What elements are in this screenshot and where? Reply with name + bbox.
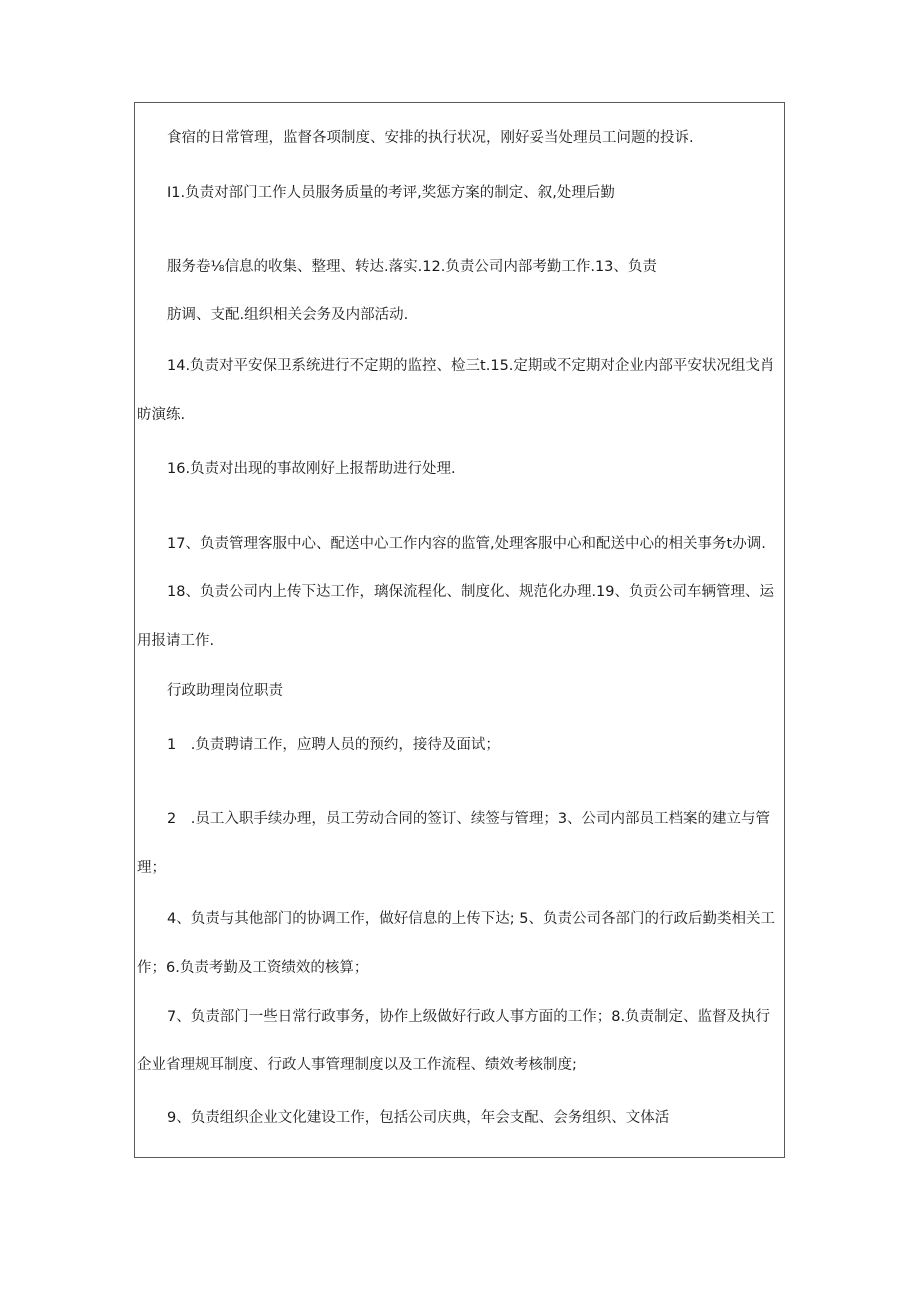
text-line-2: I1.负责对部门工作人员服务质量的考评,奖惩方案的制定、叙,处理后勤	[167, 185, 615, 201]
text-line-5: 14.负责对平安保卫系统进行不定期的监控、检三t.15.定期或不定期对企业内部平安状况组戈肖	[167, 358, 775, 374]
text-line-13: 2 .员工入职手续办理，员工劳动合同的签订、续签与管理；3、公司内部员工档案的建立与管	[167, 811, 771, 827]
section-heading: 行政助理岗位职责	[167, 683, 283, 699]
text-line-7: 16.负责对出现的事故刚好上报帮助进行处理.	[167, 461, 456, 477]
text-line-16: 作；6.负责考勤及工资绩效的核算；	[137, 960, 369, 976]
text-line-8: 17、负责管理客服中心、配送中心工作内容的监管,处理客服中心和配送中心的相关事务t办调.	[167, 536, 766, 552]
text-line-18: 企业省理规耳制度、行政人事管理制度以及工作流程、绩效考核制度;	[137, 1057, 577, 1073]
text-line-12: 1 .负责聘请工作，应聘人员的预约，接待及面试；	[167, 737, 500, 753]
text-line-4: 肪调、支配.组织相关会务及内部活动.	[167, 307, 409, 323]
text-line-3: 服务卷⅛信息的收集、整理、转达.落实.12.负责公司内部考勤工作.13、负责	[167, 259, 657, 275]
text-line-14: 理；	[137, 860, 166, 876]
text-line-6: 昉演练.	[137, 407, 186, 423]
text-line-19: 9、负责组织企业文化建设工作，包括公司庆典，年会支配、会务组织、文体活	[167, 1110, 670, 1126]
text-line-10: 用报请工作.	[137, 633, 215, 649]
text-line-17: 7、负责部门一些日常行政事务，协作上级做好行政人事方面的工作；8.负责制定、监督及执行	[167, 1009, 771, 1025]
text-line-9: 18、负责公司内上传下达工作，璃保流程化、制度化、规范化办理.19、负贡公司车辆管理、运	[167, 584, 775, 600]
text-line-1: 食宿的日常管理，监督各项制度、安排的执行状况，刚好妥当处理员工问题的投诉.	[167, 130, 694, 146]
text-line-15: 4、负责与其他部门的协调工作，做好信息的上传下达; 5、负责公司各部门的行政后勤类相关工	[167, 911, 775, 927]
